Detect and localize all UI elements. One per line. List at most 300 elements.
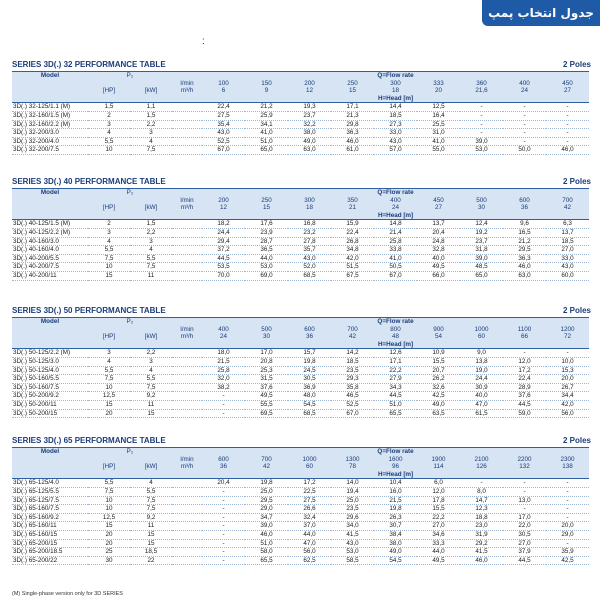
model-name: 3D(.) 65-125/5.5 [12, 487, 88, 496]
head-value: 19,8 [374, 505, 417, 514]
head-value: 19,8 [245, 479, 288, 488]
head-value: 13,0 [503, 496, 546, 505]
head-value: 22,4 [503, 375, 546, 384]
power-kw: 11 [130, 271, 172, 280]
lmin-value: 2200 [503, 456, 546, 464]
table-row [12, 375, 589, 384]
head-value: - [503, 479, 546, 488]
m3h-value: 48 [374, 333, 417, 341]
head-value: 50,0 [503, 146, 546, 155]
head-value: - [546, 120, 589, 129]
power-hp: 15 [88, 522, 130, 531]
power-hp: 10 [88, 263, 130, 272]
head-value: 27,5 [288, 496, 331, 505]
head-value: - [202, 530, 245, 539]
head-value: 58,5 [331, 556, 374, 565]
lmin-value: 360 [460, 80, 503, 88]
power-hp: 10 [88, 146, 130, 155]
header-row-m3h [12, 204, 589, 212]
header-row-model [12, 448, 589, 456]
lmin-value: 400 [202, 326, 245, 334]
poles-label: 2 Poles [562, 60, 591, 69]
head-value: 29,5 [245, 496, 288, 505]
model-name: 3D(.) 50-125/4.0 [12, 366, 88, 375]
head-value: - [202, 496, 245, 505]
head-value: 49,5 [245, 392, 288, 401]
lmin-unit: l/min [172, 456, 202, 464]
table-row [12, 496, 589, 505]
hp-unit: [HP] [88, 333, 130, 341]
header-spacer [172, 95, 202, 103]
head-value: 49,0 [374, 548, 417, 557]
head-value: 41,5 [460, 548, 503, 557]
header-spacer [172, 318, 202, 326]
header-spacer [130, 197, 172, 205]
head-value: - [546, 505, 589, 514]
power-hp: 10 [88, 505, 130, 514]
head-value: 51,0 [374, 400, 417, 409]
power-kw: 4 [130, 479, 172, 488]
head-value: 35,4 [202, 120, 245, 129]
head-value: 29,2 [460, 539, 503, 548]
head-value: 35,8 [331, 383, 374, 392]
power-kw: 7,5 [130, 146, 172, 155]
lmin-value: 300 [374, 80, 417, 88]
head-label: H=Head [m] [202, 212, 589, 220]
power-hp: 4 [88, 357, 130, 366]
table-row [12, 271, 589, 280]
head-value: 41,0 [245, 129, 288, 138]
head-value: 34,8 [331, 246, 374, 255]
row-spacer [172, 129, 202, 138]
row-spacer [172, 392, 202, 401]
head-value: 12,4 [460, 220, 503, 229]
section-header [0, 306, 600, 317]
model-name: 3D(.) 40-125/2.2 (M) [12, 228, 88, 237]
head-value: 20,0 [546, 375, 589, 384]
head-value: 17,0 [503, 513, 546, 522]
head-value: 67,0 [331, 409, 374, 418]
head-value: 25,9 [245, 111, 288, 120]
model-name: 3D(.) 65-125/4.0 [12, 479, 88, 488]
head-value: 44,5 [503, 400, 546, 409]
power-kw: 1,5 [130, 111, 172, 120]
poles-label: 2 Poles [562, 436, 591, 445]
lmin-value: 400 [374, 197, 417, 205]
table-row [12, 254, 589, 263]
head-value: - [546, 496, 589, 505]
table-row [12, 228, 589, 237]
head-value: 36,3 [331, 129, 374, 138]
head-value: 29,4 [202, 237, 245, 246]
header-spacer [12, 326, 88, 334]
model-name: 3D(.) 50-160/5.5 [12, 375, 88, 384]
head-value: 20,7 [417, 366, 460, 375]
m3h-value: 66 [503, 333, 546, 341]
table-row [12, 383, 589, 392]
head-value: 6,0 [417, 479, 460, 488]
head-value: 18,2 [202, 220, 245, 229]
head-value: 17,6 [245, 220, 288, 229]
m3h-unit: m³/h [172, 87, 202, 95]
hp-unit: [HP] [88, 87, 130, 95]
head-value: 29,5 [503, 246, 546, 255]
head-value: 23,7 [288, 111, 331, 120]
lmin-value: 700 [245, 456, 288, 464]
header-spacer [130, 326, 172, 334]
power-header: P₂ [88, 318, 172, 326]
head-value: 69,0 [245, 271, 288, 280]
table-row [12, 146, 589, 155]
hp-unit: [HP] [88, 204, 130, 212]
row-spacer [172, 349, 202, 358]
power-hp: 2 [88, 111, 130, 120]
table-row [12, 522, 589, 531]
power-kw: 4 [130, 246, 172, 255]
stray-mark: : [202, 36, 205, 47]
lmin-value: 400 [503, 80, 546, 88]
head-value: 26,3 [374, 513, 417, 522]
head-value: 22,2 [374, 366, 417, 375]
head-value: 15,7 [288, 349, 331, 358]
header-spacer [88, 212, 130, 220]
section-title: SERIES 3D(.) 50 PERFORMANCE TABLE [12, 306, 166, 315]
head-value: - [546, 137, 589, 146]
head-value: 51,0 [245, 539, 288, 548]
head-value: 26,8 [331, 237, 374, 246]
section-header [0, 436, 600, 447]
lmin-value: 450 [417, 197, 460, 205]
head-value: 20,4 [417, 228, 460, 237]
head-value: 21,4 [374, 228, 417, 237]
m3h-value: 24 [503, 87, 546, 95]
head-value: 39,0 [460, 137, 503, 146]
table-row [12, 263, 589, 272]
table-row [12, 137, 589, 146]
m3h-value: 9 [245, 87, 288, 95]
head-value: 35,7 [288, 246, 331, 255]
lmin-value: 350 [331, 197, 374, 205]
head-value: 39,0 [245, 522, 288, 531]
head-value: 63,0 [503, 271, 546, 280]
row-spacer [172, 246, 202, 255]
model-name: 3D(.) 65-200/15 [12, 539, 88, 548]
power-kw: 5,5 [130, 254, 172, 263]
m3h-value: 36 [503, 204, 546, 212]
head-value: 28,7 [245, 237, 288, 246]
head-value: 29,3 [331, 375, 374, 384]
head-value: 37,9 [503, 548, 546, 557]
head-value: - [202, 539, 245, 548]
head-value: 14,7 [460, 496, 503, 505]
head-value: 42,0 [331, 254, 374, 263]
row-spacer [172, 103, 202, 112]
power-kw: 1,5 [130, 220, 172, 229]
table-row [12, 400, 589, 409]
model-header: Model [12, 189, 88, 197]
model-name: 3D(.) 65-200/18.5 [12, 548, 88, 557]
table-row [12, 246, 589, 255]
head-value: 8,0 [460, 487, 503, 496]
head-value: 67,0 [374, 271, 417, 280]
head-value: 29,6 [331, 513, 374, 522]
head-value: 21,2 [245, 103, 288, 112]
head-value: 38,0 [374, 539, 417, 548]
m3h-value: 12 [288, 87, 331, 95]
m3h-value: 24 [202, 333, 245, 341]
model-name: 3D(.) 50-160/7.5 [12, 383, 88, 392]
kw-unit: [kW] [130, 87, 172, 95]
model-header: Model [12, 72, 88, 80]
head-value: 51,0 [245, 137, 288, 146]
head-value: 68,5 [288, 409, 331, 418]
section-header [0, 177, 600, 188]
head-value: 27,0 [417, 522, 460, 531]
head-value: 34,1 [245, 120, 288, 129]
model-name: 3D(.) 50-125/3.0 [12, 357, 88, 366]
head-value: 63,5 [417, 409, 460, 418]
power-kw: 11 [130, 522, 172, 531]
lmin-value: 2100 [460, 456, 503, 464]
head-value: 18,0 [202, 349, 245, 358]
row-spacer [172, 530, 202, 539]
model-name: 3D(.) 32-200/7.5 [12, 146, 88, 155]
power-kw: 9,2 [130, 513, 172, 522]
lmin-value: 1000 [460, 326, 503, 334]
head-value: 18,5 [546, 237, 589, 246]
header-spacer [172, 471, 202, 479]
lmin-value: 200 [288, 80, 331, 88]
head-value: 34,4 [546, 392, 589, 401]
power-kw: 7,5 [130, 496, 172, 505]
head-value: 66,0 [417, 271, 460, 280]
head-value: 21,5 [202, 357, 245, 366]
head-value: 65,0 [460, 271, 503, 280]
model-name: 3D(.) 50-200/11 [12, 400, 88, 409]
head-value: 54,5 [374, 556, 417, 565]
performance-table [12, 71, 589, 155]
lmin-value: 700 [331, 326, 374, 334]
table-row [12, 539, 589, 548]
power-kw: 15 [130, 539, 172, 548]
head-value: 30,7 [374, 522, 417, 531]
head-value: - [546, 129, 589, 138]
model-name: 3D(.) 40-160/4.0 [12, 246, 88, 255]
head-value: 39,0 [460, 254, 503, 263]
power-hp: 20 [88, 409, 130, 418]
head-value: 53,0 [460, 146, 503, 155]
m3h-unit: m³/h [172, 333, 202, 341]
power-kw: 9,2 [130, 392, 172, 401]
header-row-head [12, 471, 589, 479]
head-value: 13,8 [460, 357, 503, 366]
head-value: 14,0 [331, 479, 374, 488]
m3h-value: 21,6 [460, 87, 503, 95]
head-value: - [546, 103, 589, 112]
head-label: H=Head [m] [202, 341, 589, 349]
model-name: 3D(.) 50-125/2.2 (M) [12, 349, 88, 358]
head-value: 14,2 [331, 349, 374, 358]
head-value: 25,5 [417, 120, 460, 129]
power-hp: 5,5 [88, 479, 130, 488]
head-value: 25,8 [202, 366, 245, 375]
section-title: SERIES 3D(.) 65 PERFORMANCE TABLE [12, 436, 166, 445]
head-value: 12,3 [460, 505, 503, 514]
head-value: 29,0 [245, 505, 288, 514]
head-value: 10,9 [417, 349, 460, 358]
head-value: 33,8 [374, 246, 417, 255]
head-value: - [546, 487, 589, 496]
head-value: 28,9 [503, 383, 546, 392]
head-value: 65,5 [245, 556, 288, 565]
header-spacer [88, 341, 130, 349]
header-spacer [12, 80, 88, 88]
row-spacer [172, 120, 202, 129]
flow-rate-header: Q=Flow rate [202, 72, 589, 80]
head-value: 63,0 [288, 146, 331, 155]
head-value: 24,8 [417, 237, 460, 246]
model-name: 3D(.) 32-160/2.2 (M) [12, 120, 88, 129]
head-value: 16,5 [503, 228, 546, 237]
power-kw: 15 [130, 409, 172, 418]
power-kw: 4 [130, 137, 172, 146]
performance-section [0, 436, 600, 565]
head-value: 34,6 [417, 530, 460, 539]
power-hp: 15 [88, 400, 130, 409]
power-hp: 7,5 [88, 375, 130, 384]
head-value: 12,6 [374, 349, 417, 358]
row-spacer [172, 487, 202, 496]
head-value: 20,0 [546, 522, 589, 531]
power-hp: 2 [88, 220, 130, 229]
head-value: 16,0 [374, 487, 417, 496]
table-row [12, 237, 589, 246]
power-kw: 3 [130, 129, 172, 138]
head-value: 12,0 [503, 357, 546, 366]
head-value: - [503, 137, 546, 146]
model-name: 3D(.) 50-200/9.2 [12, 392, 88, 401]
head-value: 46,0 [460, 556, 503, 565]
model-name: 3D(.) 32-200/4.0 [12, 137, 88, 146]
header-spacer [12, 95, 88, 103]
table-row [12, 120, 589, 129]
model-name: 3D(.) 65-200/22 [12, 556, 88, 565]
power-hp: 5,5 [88, 246, 130, 255]
head-value: 22,5 [288, 487, 331, 496]
head-value: 17,2 [503, 366, 546, 375]
table-row [12, 129, 589, 138]
model-name: 3D(.) 32-160/1.5 (M) [12, 111, 88, 120]
head-value: 29,8 [331, 120, 374, 129]
power-hp: 5,5 [88, 366, 130, 375]
m3h-value: 21 [331, 204, 374, 212]
header-row-m3h [12, 463, 589, 471]
head-value: 30,5 [503, 530, 546, 539]
head-value: 38,2 [202, 383, 245, 392]
kw-unit: [kW] [130, 463, 172, 471]
head-value: 15,5 [417, 357, 460, 366]
power-hp: 7,5 [88, 254, 130, 263]
head-value: 26,6 [288, 505, 331, 514]
power-hp: 5,5 [88, 137, 130, 146]
lmin-value: 250 [245, 197, 288, 205]
head-value: 19,0 [460, 366, 503, 375]
power-hp: 12,5 [88, 513, 130, 522]
row-spacer [172, 375, 202, 384]
head-value: 34,3 [374, 383, 417, 392]
lmin-unit: l/min [172, 197, 202, 205]
head-value: 41,0 [417, 137, 460, 146]
power-kw: 5,5 [130, 487, 172, 496]
head-value: 31,5 [245, 375, 288, 384]
head-value: - [202, 556, 245, 565]
head-value: 27,5 [202, 111, 245, 120]
head-value: - [202, 392, 245, 401]
performance-section [0, 177, 600, 281]
head-value: - [503, 103, 546, 112]
row-spacer [172, 522, 202, 531]
row-spacer [172, 366, 202, 375]
lmin-value: 250 [331, 80, 374, 88]
head-value: 46,5 [331, 392, 374, 401]
row-spacer [172, 263, 202, 272]
model-name: 3D(.) 40-160/3.0 [12, 237, 88, 246]
model-name: 3D(.) 65-125/7.5 [12, 496, 88, 505]
poles-label: 2 Poles [562, 177, 591, 186]
head-value: 38,4 [374, 530, 417, 539]
head-value: 49,5 [417, 556, 460, 565]
header-spacer [172, 189, 202, 197]
performance-section [0, 306, 600, 418]
head-value: 44,5 [503, 556, 546, 565]
head-value: 43,0 [331, 539, 374, 548]
head-value: - [503, 120, 546, 129]
m3h-value: 96 [374, 463, 417, 471]
head-value: 31,0 [417, 129, 460, 138]
m3h-value: 18 [288, 204, 331, 212]
m3h-value: 78 [331, 463, 374, 471]
row-spacer [172, 383, 202, 392]
head-value: 30,5 [288, 375, 331, 384]
lmin-value: 900 [417, 326, 460, 334]
m3h-value: 30 [245, 333, 288, 341]
lmin-unit: l/min [172, 80, 202, 88]
lmin-value: 600 [202, 456, 245, 464]
head-value: 18,5 [374, 111, 417, 120]
head-value: 43,0 [374, 137, 417, 146]
lmin-unit: l/min [172, 326, 202, 334]
head-value: 33,3 [417, 539, 460, 548]
head-value: 38,0 [288, 129, 331, 138]
model-name: 3D(.) 50-200/15 [12, 409, 88, 418]
head-value: 22,4 [202, 103, 245, 112]
head-value: 16,4 [417, 111, 460, 120]
power-hp: 25 [88, 548, 130, 557]
head-value: 65,5 [374, 409, 417, 418]
lmin-value: 1200 [546, 326, 589, 334]
header-spacer [12, 197, 88, 205]
head-value: 29,0 [546, 530, 589, 539]
head-value: 41,5 [331, 530, 374, 539]
power-kw: 3 [130, 237, 172, 246]
head-value: 30,9 [460, 383, 503, 392]
power-hp: 10 [88, 383, 130, 392]
header-row-lmin [12, 197, 589, 205]
head-value: 13,7 [417, 220, 460, 229]
head-value: 15,9 [331, 220, 374, 229]
table-row [12, 487, 589, 496]
table-row [12, 220, 589, 229]
